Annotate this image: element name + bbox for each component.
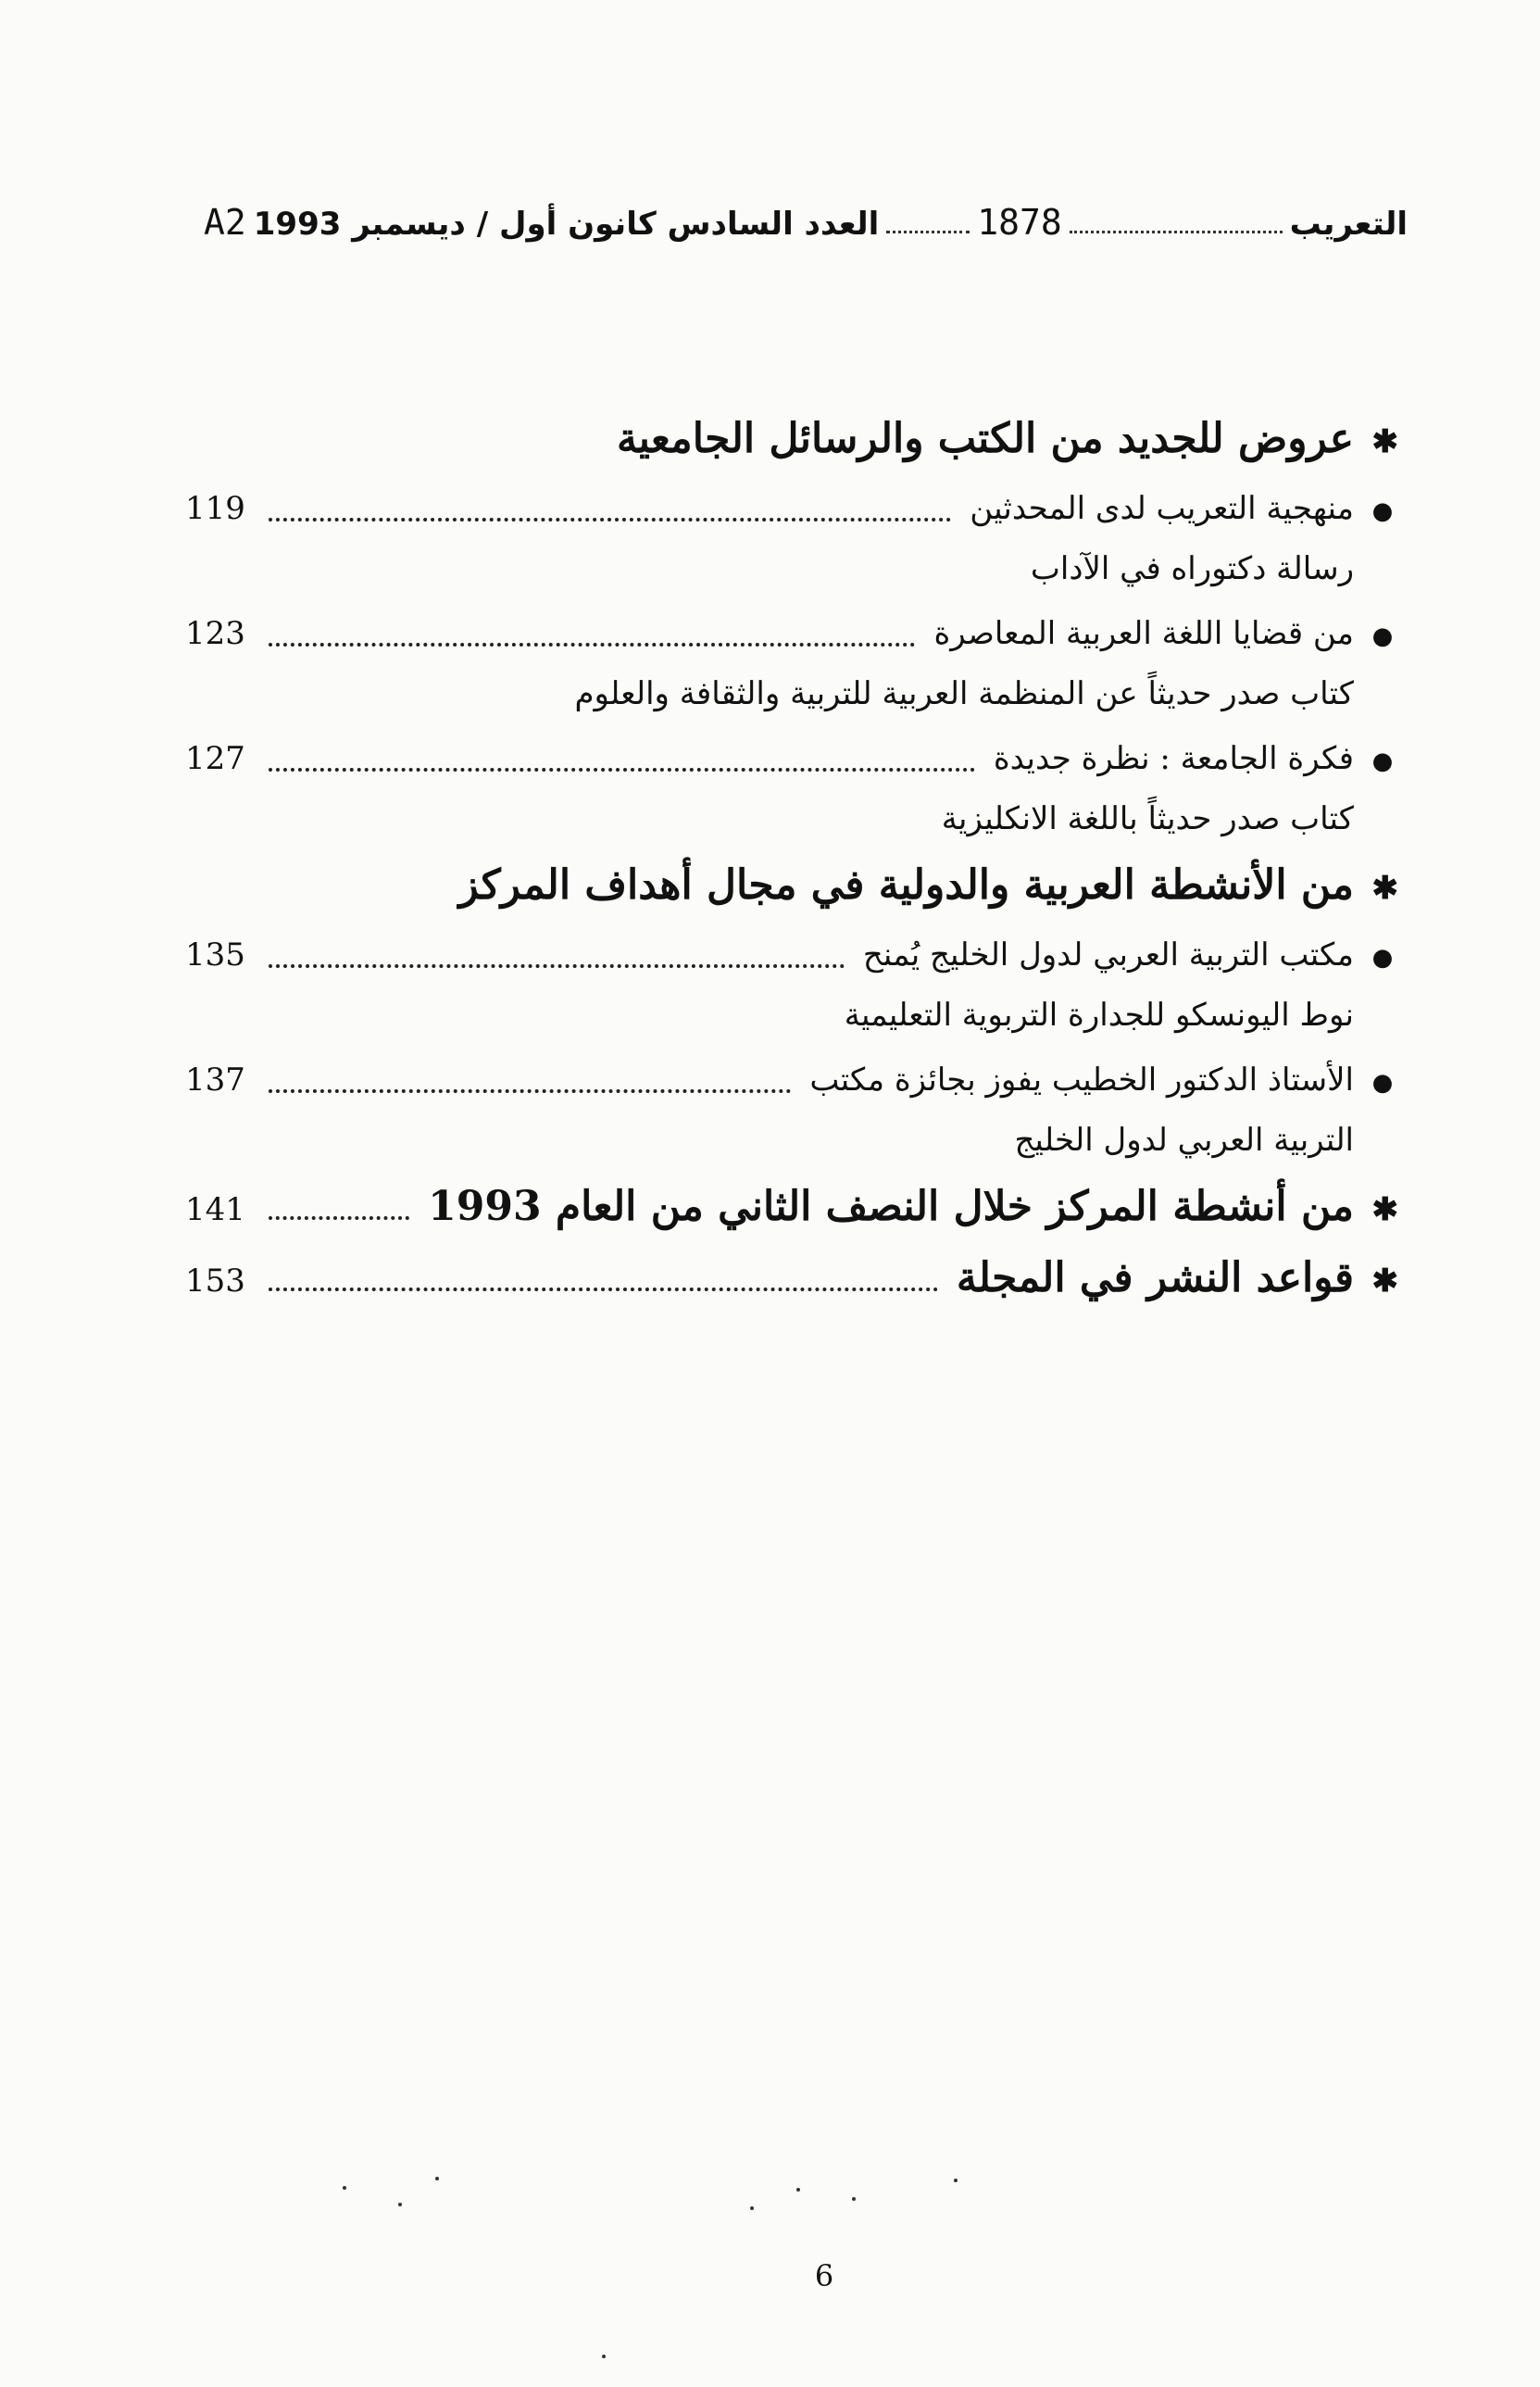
toc-section — [185, 1250, 1398, 1309]
asterisk-icon: ✱ — [1371, 1191, 1398, 1228]
entry-subtitle: كتاب صدر حديثاً باللغة الانكليزية — [941, 800, 1354, 837]
asterisk-icon: ✱ — [1371, 1263, 1398, 1300]
dot-leader — [269, 768, 975, 772]
toc-entry — [185, 608, 1398, 662]
dot-leader — [269, 518, 951, 521]
entry-page: 137 — [185, 1062, 245, 1099]
section-title: من الأنشطة العربية والدولية في مجال أهداف المركز — [458, 861, 1354, 909]
dot-leader — [269, 964, 845, 968]
entry-page: 127 — [185, 740, 245, 777]
bullet-icon: ● — [1371, 944, 1394, 972]
scan-speck — [852, 2197, 856, 2201]
section-page: 153 — [185, 1263, 245, 1300]
dot-leader — [269, 1216, 409, 1220]
handwritten-note: 1878 — [977, 202, 1062, 243]
scan-speck — [343, 2186, 346, 2190]
section-title: عروض للجديد من الكتب والرسائل الجامعية — [617, 415, 1354, 462]
toc-section — [185, 858, 1398, 916]
entry-title: منهجية التعريب لدى المحدثين — [970, 490, 1354, 527]
entry-page: 119 — [185, 490, 245, 527]
header-leader — [1070, 231, 1283, 233]
entry-subtitle: التربية العربي لدول الخليج — [1014, 1122, 1354, 1159]
table-of-contents — [185, 398, 1398, 1309]
header-leader-2 — [886, 231, 970, 233]
toc-entry — [185, 929, 1398, 984]
section-title: قواعد النشر في المجلة — [956, 1254, 1354, 1301]
toc-entry — [185, 733, 1398, 787]
toc-section — [185, 411, 1398, 470]
entry-subtitle: رسالة دكتوراه في الآداب — [1030, 550, 1354, 587]
running-header — [204, 187, 1408, 243]
scan-speck — [602, 2355, 606, 2358]
entry-subtitle: كتاب صدر حديثاً عن المنظمة العربية للتربية والثقافة والعلوم — [574, 675, 1354, 712]
handwritten-code: A2 — [204, 202, 246, 243]
asterisk-icon: ✱ — [1371, 423, 1398, 460]
scan-speck — [954, 2179, 958, 2182]
dot-leader — [269, 1288, 938, 1291]
scan-speck — [750, 2206, 754, 2210]
entry-title: من قضايا اللغة العربية المعاصرة — [933, 615, 1354, 652]
asterisk-icon: ✱ — [1371, 870, 1398, 907]
bullet-icon: ● — [1371, 1069, 1394, 1097]
scan-speck — [398, 2203, 402, 2206]
entry-title: الأستاذ الدكتور الخطيب يفوز بجائزة مكتب — [809, 1062, 1354, 1099]
entry-subtitle: نوط اليونسكو للجدارة التربوية التعليمية — [844, 997, 1354, 1034]
scan-speck — [435, 2177, 439, 2180]
section-title: من أنشطة المركز خلال النصف الثاني من العام 1993 — [428, 1183, 1354, 1230]
bullet-icon: ● — [1371, 497, 1394, 525]
scan-speck — [796, 2188, 800, 2192]
journal-name: التعريب — [1289, 206, 1408, 243]
issue-info: العدد السادس كانون أول / ديسمبر 1993 — [253, 206, 880, 243]
dot-leader — [269, 643, 915, 647]
dot-leader — [269, 1089, 791, 1093]
bullet-icon: ● — [1371, 748, 1394, 775]
page-number: 6 — [814, 2258, 834, 2293]
toc-entry — [185, 483, 1398, 537]
section-page: 141 — [185, 1191, 245, 1228]
entry-page: 123 — [185, 615, 245, 652]
toc-section — [185, 1179, 1398, 1237]
bullet-icon: ● — [1371, 622, 1394, 650]
entry-title: فكرة الجامعة : نظرة جديدة — [993, 740, 1354, 777]
entry-title: مكتب التربية العربي لدول الخليج يُمنح — [862, 936, 1354, 974]
toc-entry — [185, 1054, 1398, 1109]
entry-page: 135 — [185, 936, 245, 974]
